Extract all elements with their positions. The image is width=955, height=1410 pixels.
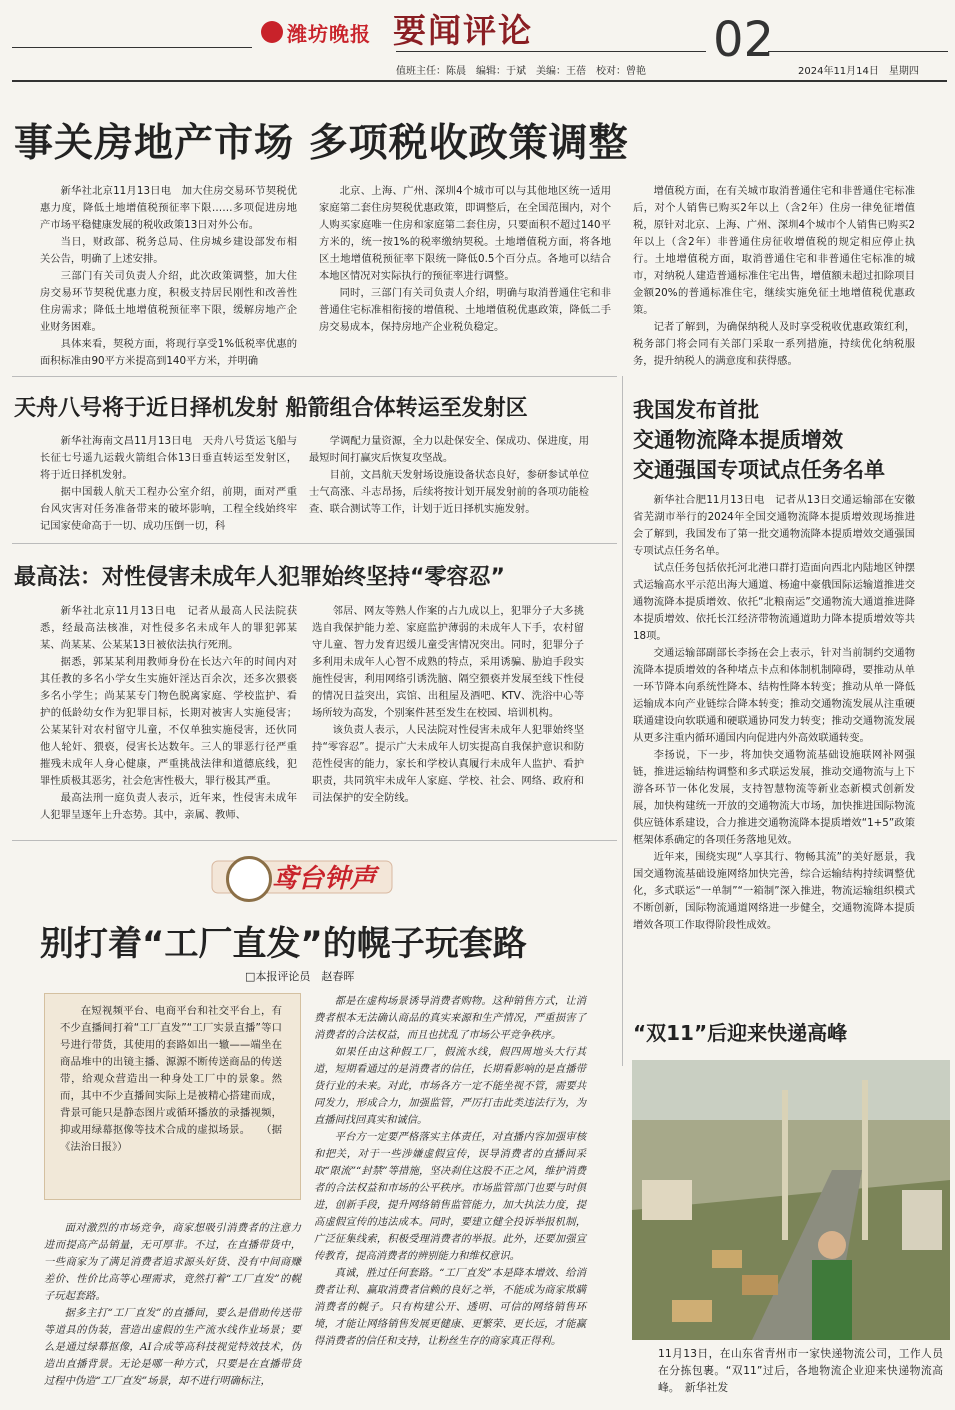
tianzhou-column-2 bbox=[309, 433, 589, 527]
column-name: 鸢台钟声 bbox=[272, 864, 377, 894]
masthead-rule bbox=[396, 51, 706, 52]
paragraph: 北京、上海、广州、深圳4个城市可以与其他地区统一适用家庭第二套住房契税优惠政策，即调整后，在全国范围内，对个人购买家庭唯一住房和家庭第二套住房，只要面积不超过140平方米的，统一按1%的税率缴纳契税。土地增值税方面，将各地区土地增值税预征率下限统一降低0.5个百分点。各地可以结合本地区情况对实际执行的预征率进行调整。 bbox=[319, 185, 611, 282]
news-photo bbox=[632, 1060, 950, 1340]
headline-line: 交通强国专项试点任务名单 bbox=[633, 458, 885, 482]
court-column-2 bbox=[312, 603, 584, 829]
main-story-column-3 bbox=[633, 183, 915, 367]
story-divider bbox=[12, 840, 617, 841]
commentary-column-2 bbox=[314, 993, 586, 1404]
intro-text bbox=[60, 1003, 282, 1193]
bell-icon bbox=[226, 856, 272, 902]
transport-body bbox=[633, 492, 915, 997]
editor-credits: 值班主任：陈晨 编辑：于斌 美编：王蓓 校对：曾艳 bbox=[396, 66, 646, 77]
tianzhou-column-1 bbox=[40, 433, 297, 532]
paragraph: 平台方一定要严格落实主体责任，对直播内容加强审核和把关，对于一些涉嫌虚假宣传，误导消费者的直播间采取“限流”“封禁”等措施，坚决刹住这股不正之风，维护消费者的合法权益和市场的公平秩序。市场监管部门也要与时俱进，创新手段，提升网络销售监管能力，加大执法力度，提高虚假宣传的违法成本。同时，要建立健全投诉举报机制，广泛征集线索，积极受理消费者的举报。此外，还要加强宣传教育，提高消费者的辨别能力和维权意识。 bbox=[314, 1131, 586, 1262]
headline-line: 交通物流降本提质增效 bbox=[633, 428, 843, 452]
paragraph: 据中国载人航天工程办公室介绍，前期，面对严重台风灾害对任务准备带来的破坏影响，工程全线始终牢记国家使命高于一切、成功压倒一切，科 bbox=[40, 486, 297, 532]
paragraph: 三部门有关司负责人介绍，此次政策调整，加大住房交易环节契税优惠力度，积极支持居民刚性和改善性住房需求；降低土地增值税预征率下限，缓解房地产企业财务困难。 bbox=[40, 270, 297, 333]
masthead-rule-right bbox=[768, 51, 948, 52]
paragraph: 新华社海南文昌11月13日电 天舟八号货运飞船与长征七号遥九运载火箭组合体13日垂直转运至发射区，将于近日择机发射。 bbox=[40, 435, 297, 481]
paragraph: 都是在虚构场景诱导消费者购物。这种销售方式，让消费者根本无法确认商品的真实来源和生产情况，严重损害了消费者的合法权益，而且也扰乱了市场公平竞争秩序。 bbox=[314, 995, 586, 1041]
paragraph: 面对激烈的市场竞争，商家想吸引消费者的注意力进而提高产品销量，无可厚非。不过，在直播带货中，一些商家为了满足消费者追求源头好货、没有中间商赚差价、性价比高等心理需求，竟然打着“工厂直发”的幌子玩起套路。 bbox=[44, 1222, 301, 1302]
paragraph: 如果任由这种假工厂，假流水线，假四周地头大行其道，短期看通过的是消费者的信任，长期看影响的是直播带货行业的未来。对此，市场各方一定不能坐视不管，需要共同发力，形成合力，加强监管，严厉打击此类违法行为，为直播间找回真实和诚信。 bbox=[314, 1046, 586, 1126]
section-title: 要闻评论 bbox=[393, 11, 533, 50]
paragraph: 近年来，围绕实现“人享其行、物畅其流”的美好愿景，我国交通物流基础设施网络加快完善，综合运输结构持续调整优化，多式联运“一单制”“一箱制”深入推进，物流运输组织模式不断创新，国际物流通道网络进一步健全，交通物流降本提质增效各项工作取得阶段性成效。 bbox=[633, 851, 915, 931]
paragraph: 据悉，郭某某利用教师身份在长达六年的时间内对其任教的多名小学女生实施奸淫达百余次，还多次猥亵多名小学生；尚某某专门物色脱离家庭、学校监护、看护的低龄幼女作为犯罪目标，长期对被害人实施侵害；公某某针对农村留守儿童，不仅单独实施侵害，还伙同他人轮奸、猥亵，侵害长达数年。三人的罪恶行径严重摧残未成年人身心健康，严重挑战法律和道德底线，犯罪性质极其恶劣，社会危害性极大，罪行极其严重。 bbox=[40, 656, 297, 787]
commentary-headline: 别打着“工厂直发”的幌子玩套路 bbox=[40, 924, 527, 964]
paragraph: 试点任务包括依托河北港口群打造面向西北内陆地区钟摆式运输高水平示范出海大通道、杨逾中豪俄国际运输道推进交通物流降本提质增效、依托“北粮南运”交通物流大通道推进降本提质增效、依托长江经济带物流通道助力降本提质增效等共18项。 bbox=[633, 562, 915, 642]
story-divider bbox=[12, 543, 617, 544]
commentary-column-1 bbox=[44, 1220, 301, 1404]
page-number: 02 bbox=[713, 12, 775, 68]
paragraph: 新华社合肥11月13日电 记者从13日交通运输部在安徽省芜湖市举行的2024年全国交通物流降本提质增效现场推进会了解到，我国发布了第一批交通物流降本提质增效交通强国专项试点任务名单。 bbox=[633, 494, 915, 557]
paragraph: 交通运输部副部长李扬在会上表示，针对当前制约交通物流降本提质增效的各种堵点卡点和体制机制障碍，要推动从单一环节降本向系统性降本、结构性降本转变；推动从单一降低运输成本向产业链综合降本转变；推动交通物流发展从注重硬联通建设向软联通和硬联通协同发力转变；推动交通物流发展从更多注重内循环通国内向促进内外高效联通转变。 bbox=[633, 647, 915, 744]
column-divider bbox=[622, 376, 623, 1066]
newspaper-name: 潍坊晚报 bbox=[287, 22, 371, 46]
warehouse-photo bbox=[632, 1060, 950, 1340]
newspaper-logo-icon bbox=[261, 21, 283, 43]
issue-date: 2024年11月14日 星期四 bbox=[798, 66, 919, 77]
court-column-1 bbox=[40, 603, 297, 829]
paragraph: 同时，三部门有关司负责人介绍，明确与取消普通住宅和非普通住宅标准相衔接的增值税、土地增值税优惠政策，降低二手房交易成本，保持房地产企业税负稳定。 bbox=[319, 287, 611, 333]
byline: □本报评论员 赵春晖 bbox=[245, 970, 355, 983]
story-divider bbox=[12, 376, 617, 377]
main-headline: 事关房地产市场 多项税收政策调整 bbox=[14, 121, 629, 166]
main-story-column-2 bbox=[319, 183, 611, 358]
paragraph: 增值税方面，在有关城市取消普通住宅和非普通住宅标准后，对个人销售已购买2年以上（含2年）住房一律免征增值税，原针对北京、上海、广州、深圳4个城市个人销售已购买2年以上（含2年）非普通住房征收增值税的规定相应停止执行。土地增值税方面，取消普通住宅和非普通住宅标准的城市，对纳税人建造普通标准住宅出售，增值额未超过扣除项目金额20%的普通标准住宅，继续实施免征土地增值税优惠政策。 bbox=[633, 185, 915, 316]
tianzhou-headline: 天舟八号将于近日择机发射 船箭组合体转运至发射区 bbox=[14, 396, 528, 421]
transport-headline bbox=[633, 395, 885, 485]
paragraph: 记者了解到，为确保纳税人及时享受税收优惠政策红利，税务部门将会同有关部门采取一系列措施，持续优化纳税服务，提升纳税人的满意度和获得感。 bbox=[633, 321, 915, 367]
masthead-rule-left bbox=[12, 47, 252, 48]
paragraph: 真诚，胜过任何套路。“工厂直发”本是降本增效、给消费者让利、赢取消费者信赖的良好之举，不能成为商家欺瞒消费者的幌子。只有构建公开、透明、可信的网络销售环境，才能让网络销售发展更健康、更繁荣、更长远，才能赢得消费者的信任和支持，让粉丝生存的商家真正得利。 bbox=[314, 1267, 586, 1347]
paragraph: 据多主打“工厂直发”的直播间，要么是借助传送带等道具的伪装，营造出虚假的生产流水线作业场景；要么是通过绿幕抠像，AI合成等高科技视觉特效技术，伪造出直播背景。无论是哪一种方式，只要是在直播带货过程中伪造“工厂直发”场景，却不进行明确标注， bbox=[44, 1307, 301, 1387]
paragraph: 该负责人表示，人民法院对性侵害未成年人犯罪始终坚持“零容忍”。提示广大未成年人切实提高自我保护意识和防范性侵害的能力，家长和学校认真履行未成年人监护、看护职责，共同筑牢未成年人家庭、学校、社会、网络、政府和司法保护的安全防线。 bbox=[312, 724, 584, 804]
paragraph: 最高法刑一庭负责人表示，近年来，性侵害未成年人犯罪呈逐年上升态势。其中，亲属、教师、 bbox=[40, 792, 297, 821]
caption-text: 11月13日，在山东省青州市一家快递物流公司，工作人员在分拣包裹。“双11”过后，各地物流企业迎来快递物流高峰。 新华社发 bbox=[658, 1347, 943, 1394]
paragraph: 具体来看，契税方面，将现行享受1%低税率优惠的面积标准由90平方米提高到140平方米，并明确 bbox=[40, 338, 297, 367]
paragraph: 新华社北京11月13日电 加大住房交易环节契税优惠力度，降低土地增值税预征率下限……多项促进房地产市场平稳健康发展的税收政策13日对外公布。 bbox=[40, 185, 297, 231]
paragraph: 在短视频平台、电商平台和社交平台上，有不少直播间打着“工厂直发”“工厂实景直播”等口号进行带货，其使用的套路如出一辙——端坐在商品堆中的出镜主播、源源不断传送商品的传送带，给观众营造出一种身处工厂中的景象。然而，其中不少直播间实际上是被精心搭建而成，背景可能只是静态图片或循环播放的录播视频，抑或用绿幕抠像等技术合成的虚拟场景。 （据《法治日报》） bbox=[60, 1005, 282, 1153]
photo-caption bbox=[658, 1345, 943, 1405]
paragraph: 目前，文昌航天发射场设施设备状态良好，参研参试单位士气高涨、斗志昂扬，后续将按计划开展发射前的各项功能检查、联合测试等工作，计划于近日择机实施发射。 bbox=[309, 469, 589, 515]
paragraph: 邻居、网友等熟人作案的占九成以上，犯罪分子大多挑选自我保护能力差、家庭监护薄弱的未成年人下手，农村留守儿童、智力发育迟缓儿童受害情况突出。同时，犯罪分子多利用未成年人心智不成熟的特点，采用诱骗、胁迫手段实施性侵害，利用网络引诱洗脑、隔空猥亵并发展至线下性侵的情况日益突出，宾馆、出租屋及酒吧、KTV、洗浴中心等场所较为高发，个别案件甚至发生在校园、培训机构。 bbox=[312, 605, 584, 719]
photo-headline: “双11”后迎来快递高峰 bbox=[633, 1021, 848, 1045]
paragraph: 李扬说，下一步，将加快交通物流基础设施联网补网强链，推进运输结构调整和多式联运发展，推动交通物流与上下游各环节一体化发展，支持智慧物流等新业态新模式创新发展，加快构建统一开放的交通物流大市场，加快推进国际物流供应链体系建设，合力推进交通物流降本提质增效“1+5”政策框架体系确定的各项任务落地见效。 bbox=[633, 749, 915, 846]
main-story-column-1 bbox=[40, 183, 297, 367]
paragraph: 当日，财政部、税务总局、住房城乡建设部发布相关公告，明确了上述安排。 bbox=[40, 236, 297, 265]
paragraph: 新华社北京11月13日电 记者从最高人民法院获悉，经最高法核准，对性侵多名未成年人的罪犯郭某某、尚某某、公某某13日被依法执行死刑。 bbox=[40, 605, 297, 651]
court-headline: 最高法：对性侵害未成年人犯罪始终坚持“零容忍” bbox=[14, 565, 505, 590]
header-divider bbox=[12, 80, 947, 82]
paragraph: 学调配力量资源，全力以赴保安全、保成功、保进度，用最短时间打赢灾后恢复攻坚战。 bbox=[309, 435, 589, 464]
headline-line: 我国发布首批 bbox=[633, 398, 759, 422]
